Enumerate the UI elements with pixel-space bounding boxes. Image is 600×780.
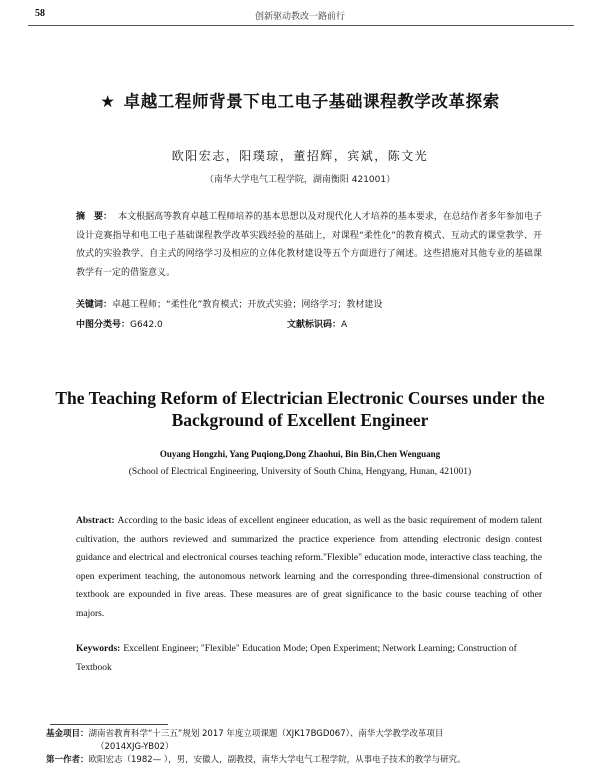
english-title	[40, 387, 560, 431]
english-affiliation: (School of Electrical Engineering, University of South China, Hengyang, Hunan, 421001)	[128, 467, 472, 477]
chinese-affiliation: （南华大学电气工程学院，湖南衡阳 421001）	[204, 175, 396, 185]
page-header	[0, 0, 600, 36]
fund-footnote-cont: （2014XJG-YB02）	[96, 742, 174, 752]
english-abstract-text: According to the basic ideas of excellent engineer education, as well as the basic requirement of modern talent cultivation, the authors reviewed and summarized the practice experience from attending electronic design contest guidance and electrical and electronical courses teaching reform."Flexible" education mode, interactive class teaching, the open experiment teaching, the autonomous network learning and the corresponding three-dimensional construction of textbook are expounded in five areas. These measures are of great significance to the basic course teaching of other majors.	[76, 516, 542, 619]
page-number: 58	[35, 8, 45, 19]
star-icon: ★	[100, 92, 116, 111]
fund-label: 基金项目：	[46, 729, 89, 739]
english-abstract	[76, 512, 542, 623]
footnote-rule	[50, 724, 168, 725]
fund-footnote	[46, 728, 556, 741]
english-title-line-1: The Teaching Reform of Electrician Electronic Courses under the	[55, 388, 545, 408]
document-code-value: A	[341, 320, 348, 330]
classification-value: G642.0	[130, 320, 163, 330]
running-title: 创新驱动教改一路前行	[254, 12, 345, 22]
classification-label: 中图分类号：	[76, 320, 131, 330]
author-text: 欧阳宏志（1982— ），男，安徽人，副教授，南华大学电气工程学院，从事电子技术的教学与研究。	[88, 755, 466, 765]
author-footnote	[46, 754, 556, 767]
english-keywords-text: Excellent Engineer; "Flexible" Education Mode; Open Experiment; Network Learning; Construction of Textbook	[76, 644, 517, 673]
english-abstract-label: Abstract:	[76, 516, 115, 526]
chinese-keywords-label: 关键词：	[76, 300, 113, 310]
chinese-abstract	[76, 208, 542, 282]
chinese-keywords	[76, 297, 542, 310]
english-keywords-label: Keywords:	[76, 644, 121, 654]
chinese-title-text: 卓越工程师背景下电工电子基础课程教学改革探索	[123, 92, 500, 111]
chinese-title	[60, 88, 540, 112]
chinese-keywords-text: 卓越工程师；“柔性化”教育模式；开放式实验；网络学习；教材建设	[112, 300, 383, 310]
header-rule	[28, 25, 574, 26]
english-keywords	[76, 640, 542, 677]
chinese-abstract-label: 摘 要：	[76, 212, 113, 222]
fund-text: 湖南省教育科学“十三五”规划 2017 年度立项课题（XJK17BGD067）、南华大学教学改革项目	[88, 729, 444, 739]
english-title-line-2: Background of Excellent Engineer	[171, 410, 429, 430]
english-authors: Ouyang Hongzhi, Yang Puqiong,Dong Zhaohui, Bin Bin,Chen Wenguang	[159, 449, 441, 459]
author-label: 第一作者：	[46, 755, 89, 765]
document-code	[287, 317, 347, 330]
footnotes	[46, 728, 556, 767]
document-code-label: 文献标识码：	[287, 320, 342, 330]
chinese-authors: 欧阳宏志，阳璞琼，董招辉，宾斌，陈文光	[171, 149, 429, 163]
chinese-abstract-text: 本文根据高等教育卓越工程师培养的基本思想以及对现代化人才培养的基本要求，在总结作者多年参加电子设计竞赛指导和电工电子基础课程教学改革实践经验的基础上，对课程“柔性化”的教育模式、互动式的课堂教学、开放式的实验教学、自主式的网络学习及相应的立体化教材建设等五个方面进行了阐述。这些措施对其他专业的基础课教学有一定的借鉴意义。	[76, 212, 542, 278]
